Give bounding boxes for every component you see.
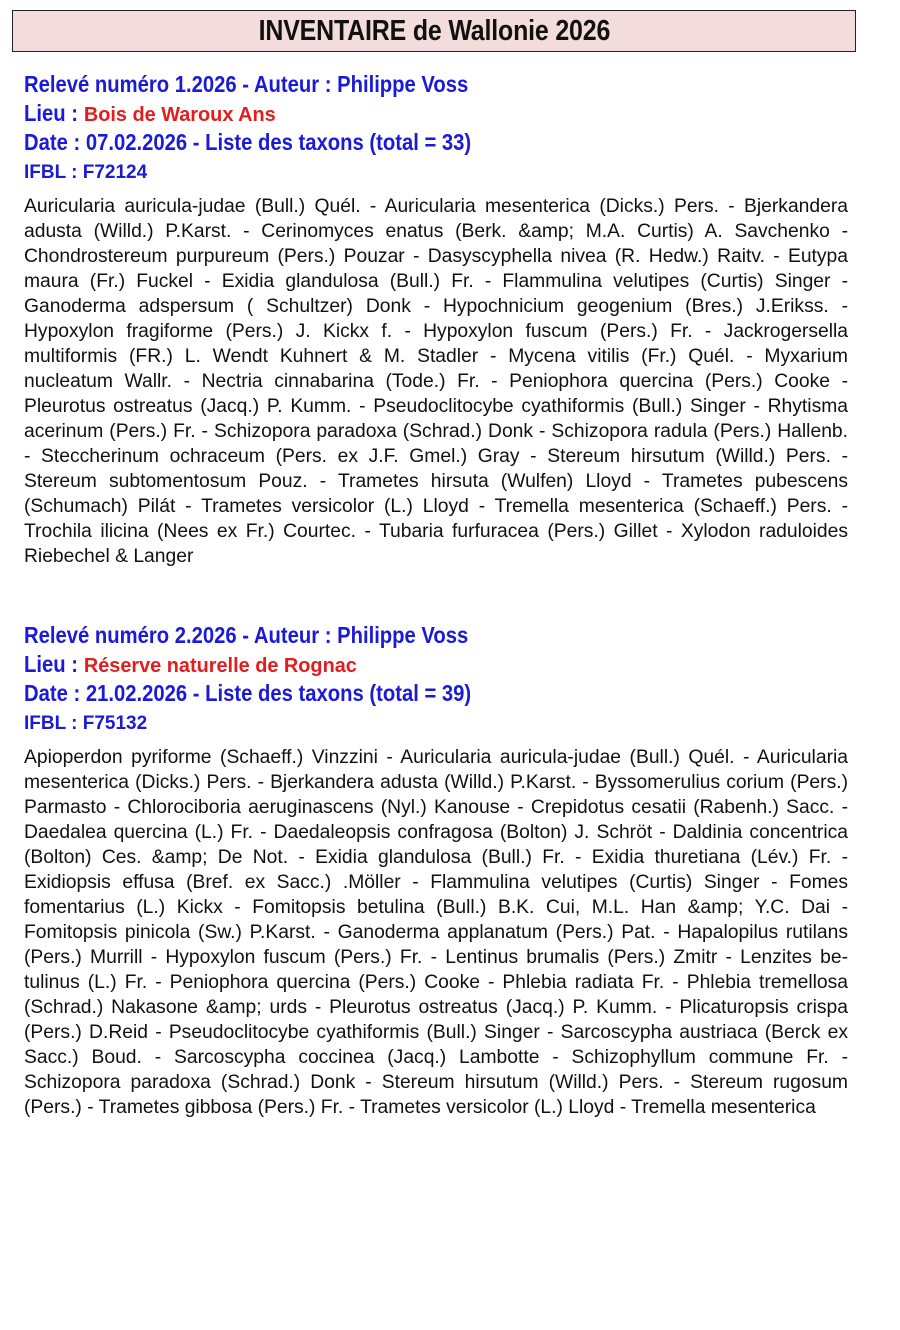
lieu-value: Bois de Waroux Ans — [83, 104, 276, 126]
date-line: Date : 21.02.2026 - Liste des taxons (total = 39) — [24, 680, 472, 706]
lieu-value: Réserve naturelle de Rognac — [83, 655, 357, 677]
ifbl-line: IFBL : F75132 — [24, 713, 148, 734]
lieu-line — [24, 650, 749, 679]
lieu-label: Lieu : — [24, 651, 84, 677]
releve-entry-1 — [24, 70, 848, 569]
lieu-label: Lieu : — [24, 100, 84, 126]
taxa-list: Auricularia auricula-judae (Bull.) Quél. - Auricularia mesenterica (Dicks.) Pers. - Bjerkandera adusta (Willd.) P.Karst. - Cerinomyces enatus (Berk. &amp; M.A. Curtis) A. Savchenko - Chondrostereum purpureum (Pers.) Pouzar - Dasyscyphella nivea (R. Hedw.) Raitv. - Eutypa maura (Fr.) Fuckel - Exidia glandulosa (Bull.) Fr. - Flammulina velutipes (Curtis) Singer - Ganoderma adspersum ( Schultzer) Donk - Hypochnicium geogenium (Bres.) J.Erikss. - Hypoxylon fragiforme (Pers.) J. Kickx f. - Hypoxylon fuscum (Pers.) Fr. - Jackrogersella multiformis (FR.) L. Wendt Kuhnert & M. Stadler - Mycena vitilis (Fr.) Quél. - Myxarium nucleatum Wallr. - Nectria cinnabarina (Tode.) Fr. - Peniophora quercina (Pers.) Cooke - Pleurotus ostreatus (Jacq.) P. Kumm. - Pseudoclitocybe cyathiformis (Bull.) Singer - Rhytisma acerinum (Pers.) Fr. - Schizopora paradoxa (Schrad.) Donk - Schizopora radula (Pers.) Hallenb. - Steccherinum ochraceum (Pers. ex J.F. Gmel.) Gray - Stereum hirsutum (Willd.) Pers. - Stereum subtomentosum Pouz. - Trametes hirsuta (Wulfen) Lloyd - Trametes pubescens (Schumach) Pilát - Trametes versicolor (L.) Lloyd - Tremella mesenterica (Schaeff.) Pers. - Trochila ilicina (Nees ex Fr.) Courtec. - Tubaria furfuracea (Pers.) Gillet - Xylodon raduloides Riebechel & Langer — [24, 196, 848, 567]
page-title-box — [12, 10, 856, 52]
date-line: Date : 07.02.2026 - Liste des taxons (total = 33) — [24, 129, 472, 155]
taxa-list: Apioperdon pyriforme (Schaeff.) Vinzzini - Auricularia auricula-judae (Bull.) Quél. - Auricularia mesenterica (Dicks.) Pers. - Bjerkandera adusta (Willd.) P.Karst. - Byssomerulius corium (Pers.) Parmasto - Chlorociboria aeruginascens (Nyl.) Kanouse - Crepidotus cesatii (Rabenh.) Sacc. - Daedalea quercina (L.) Fr. - Daedaleopsis confragosa (Bolton) J. Schröt - Daldinia concentrica (Bolton) Ces. &amp; De Not. - Exidia glandulosa (Bull.) Fr. - Exidia thuretiana (Lév.) Fr. - Exidiopsis effusa (Bref. ex Sacc.) .Möller - Flammulina velutipes (Curtis) Singer - Fomes fomentarius (L.) Kickx - Fomitopsis betulina (Bull.) B.K. Cui, M.L. Han &amp; Y.C. Dai - Fomitopsis pinicola (Sw.) P.Karst. - Ganoderma applanatum (Pers.) Pat. - Hapalopilus rutilans (Pers.) Murrill - Hypoxylon fuscum (Pers.) Fr. - Lentinus brumalis (Pers.) Zmitr - Lenzites betulinus (L.) Fr. - Peniophora quercina (Pers.) Cooke - Phlebia radiata Fr. - Phlebia tremellosa (Schrad.) Nakasone &amp; urds - Pleurotus ostreatus (Jacq.) P. Kumm. - Plicaturopsis crispa (Pers.) D.Reid - Pseudoclitocybe cyathiformis (Bull.) Singer - Sarcoscypha austriaca (Berck ex Sacc.) Boud. - Sarcoscypha coccinea (Jacq.) Lambotte - Schizophyllum commune Fr. - Schizopora paradoxa (Schrad.) Donk - Stereum hirsutum (Willd.) Pers. - Stereum rugosum (Pers.) - Trametes gibbosa (Pers.) Fr. - Trametes versicolor (L.) Lloyd - Tremella mesenterica — [24, 747, 848, 1118]
releve-entry-2 — [24, 621, 848, 1120]
releve-line: Relevé numéro 1.2026 - Auteur : Philippe Voss — [24, 71, 469, 97]
page-title: INVENTAIRE de Wallonie 2026 — [258, 15, 610, 47]
lieu-line — [24, 99, 749, 128]
releve-line: Relevé numéro 2.2026 - Auteur : Philippe Voss — [24, 622, 469, 648]
ifbl-line: IFBL : F72124 — [24, 162, 148, 183]
